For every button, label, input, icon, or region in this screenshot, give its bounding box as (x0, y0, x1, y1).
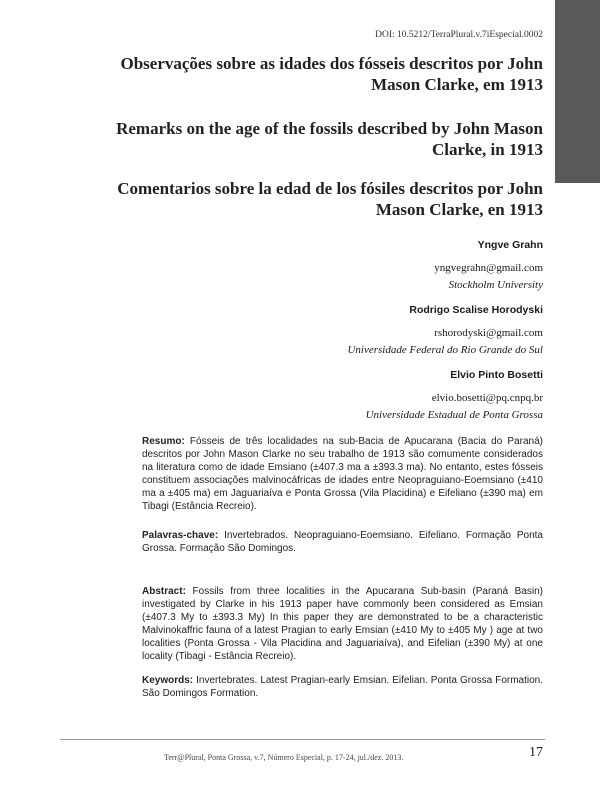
abstract-paragraph (142, 585, 543, 663)
resumo-label: Resumo: (142, 436, 185, 447)
palavras-chave-label: Palavras-chave: (142, 530, 219, 541)
author-name: Elvio Pinto Bosetti (450, 369, 543, 381)
author-institution: Universidade Federal do Rio Grande do Sul (347, 344, 543, 356)
keywords-text: Invertebrates. Latest Pragian-early Emsian. Eifelian. Ponta Grossa Formation. São Domingos Formation. (142, 675, 543, 699)
abstract-text: Fossils from three localities in the Apucarana Sub-basin (Paraná Basin) investigated by Clarke in his 1913 paper have commonly been considered as Emsian (±407.3 My to ±393.3 My) In this paper they are demonstrated to be a characteristic Malvinokaffric fauna of a latest Pragian to early Emsian (±410 My to ±405 My ) age at two localities (Ponta Grossa - Vila Placidina and Jaguariaíva), and Eifelian (±390 My) at one locality (Tibagi - Estância Recreio). (142, 586, 543, 662)
page-number: 17 (529, 745, 543, 760)
side-tab-bar (555, 0, 600, 183)
author-institution: Universidade Estadual de Ponta Grossa (365, 409, 543, 421)
author-email[interactable]: elvio.bosetti@pq.cnpq.br (431, 392, 543, 404)
author-block-3 (143, 367, 543, 424)
resumo-text: Fósseis de três localidades na sub-Bacia de Apucarana (Bacia do Paraná) descritos por John Mason Clarke no seu trabalho de 1913 são comumente considerados na literatura como de idade Emsiano (±407.3 ma a ±393.3 ma). No entanto, estes fósseis constituem associações malvinocáfricas de idades entre Neopraguiano-Eoemsiano (±410 ma a ±405 ma) em Jaguariaíva e Ponta Grossa (Vila Placidina) e Eifeliano (±390 ma) em Tibagi (Estância Recreio). (142, 436, 543, 512)
palavras-chave-paragraph (142, 529, 543, 555)
author-name: Rodrigo Scalise Horodyski (409, 304, 543, 316)
author-email[interactable]: rshorodyski@gmail.com (434, 327, 543, 339)
keywords-paragraph (142, 674, 543, 700)
palavras-chave-text: Invertebrados. Neopraguiano-Eoemsiano. Eifeliano. Formação Ponta Grossa. Formação São Domingos. (142, 530, 543, 554)
author-block-1 (143, 237, 543, 294)
author-name: Yngve Grahn (477, 239, 543, 251)
footer-divider (60, 739, 545, 740)
title-english: Remarks on the age of the fossils described by John Mason Clarke, in 1913 (116, 119, 543, 159)
resumo-paragraph (142, 435, 543, 513)
author-institution: Stockholm University (448, 279, 543, 291)
abstract-label: Abstract: (142, 586, 186, 597)
doi-header: DOI: 10.5212/TerraPlural.v.7iEspecial.0002 (375, 30, 543, 40)
title-portuguese: Observações sobre as idades dos fósseis descritos por John Mason Clarke, em 1913 (120, 54, 543, 94)
keywords-label: Keywords: (142, 675, 194, 686)
author-email[interactable]: yngvegrahn@gmail.com (434, 262, 543, 274)
title-spanish: Comentarios sobre la edad de los fósiles descritos por John Mason Clarke, en 1913 (117, 179, 543, 219)
footer-citation: Terr@Plural, Ponta Grossa, v.7, Número Especial, p. 17-24, jul./dez. 2013. (164, 753, 404, 762)
author-block-2 (143, 302, 543, 359)
